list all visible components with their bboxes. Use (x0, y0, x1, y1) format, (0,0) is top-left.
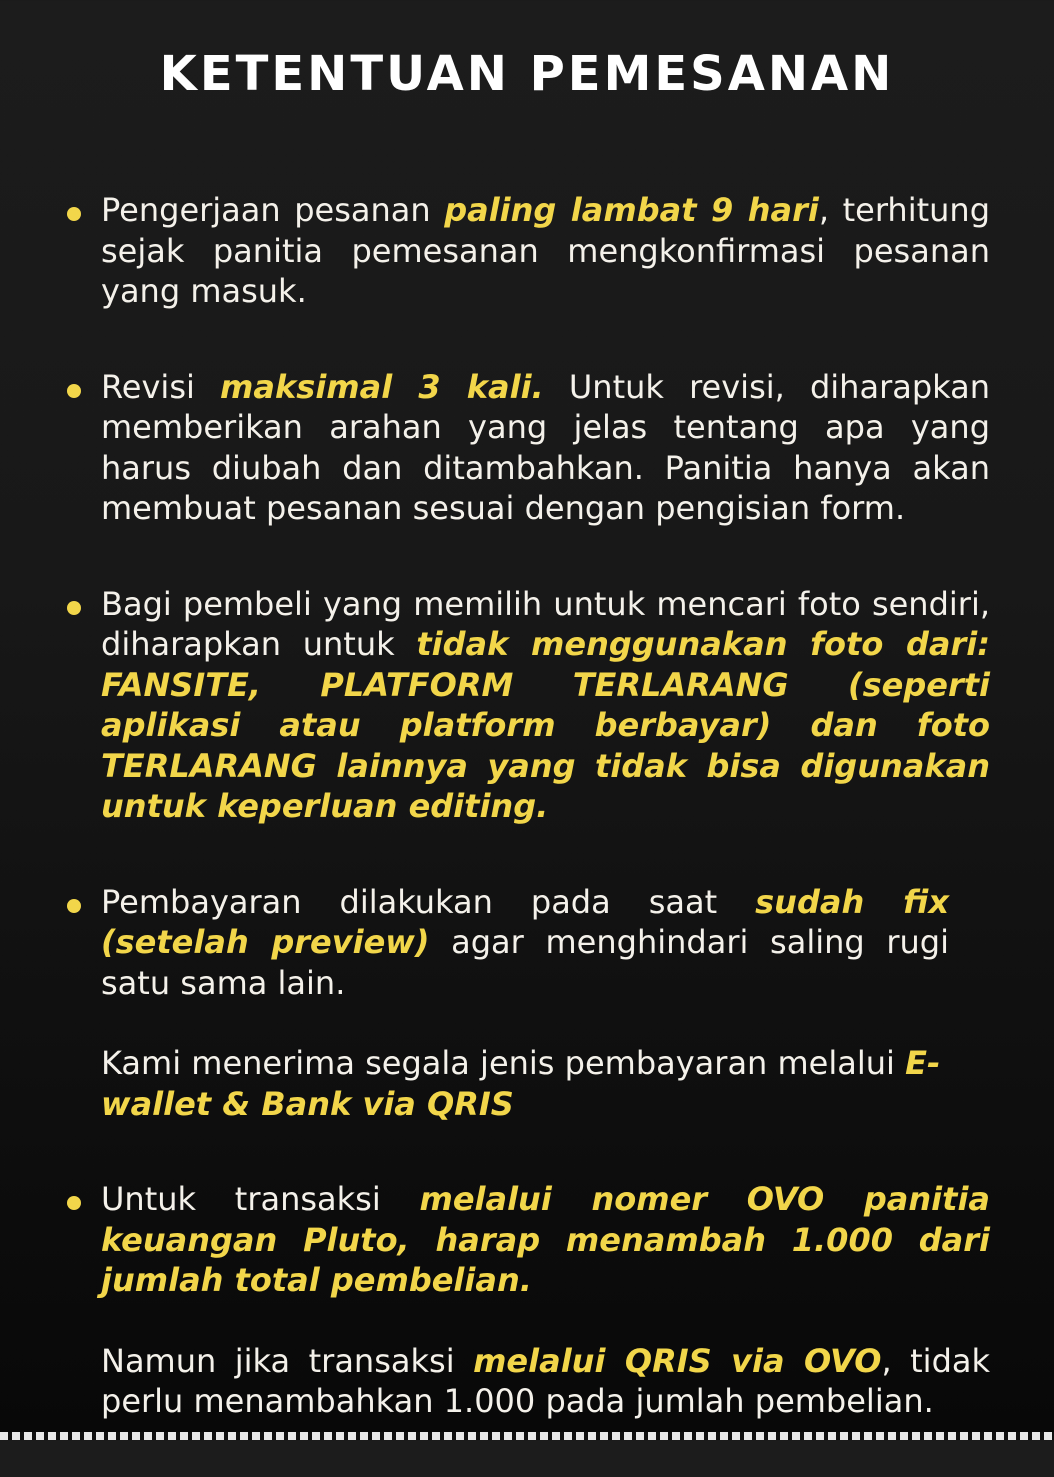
text-run: Pembayaran dilakukan pada saat (101, 882, 756, 921)
bullet-dot-icon (67, 1196, 81, 1210)
item-paragraph (101, 367, 990, 529)
item-paragraph (101, 584, 990, 827)
list-item (65, 1179, 990, 1422)
text-run: Namun jika transaksi (101, 1341, 474, 1380)
text-run: , tidak perlu menambahkan 1.000 pada jumlah pembelian. (101, 1341, 991, 1420)
highlight-text: maksimal 3 kali. (220, 367, 544, 406)
list-item (65, 882, 949, 1125)
item-paragraph (101, 1043, 949, 1124)
bullet-dot-icon (67, 601, 81, 615)
list-item (65, 367, 990, 529)
text-run: , terhitung sejak panitia pemesanan mengkonfirmasi pesanan yang masuk. (101, 191, 991, 310)
text-run: Bagi pembeli yang memilih untuk mencari foto sendiri, diharapkan untuk (101, 584, 990, 663)
highlight-text: E-wallet & Bank via QRIS (101, 1044, 941, 1123)
highlight-text: melalui nomer OVO panitia keuangan Pluto, harap menambah 1.000 dari jumlah total pembelian. (101, 1180, 991, 1299)
highlight-text: paling lambat 9 hari (444, 191, 819, 229)
item-paragraph (101, 882, 949, 1004)
bullet-dot-icon (67, 899, 81, 913)
item-paragraph (101, 190, 990, 312)
highlight-text: tidak menggunakan foto dari: FANSITE, PLATFORM TERLARANG (seperti aplikasi atau platform berbayar) dan foto TERLARANG lainnya yang tidak bisa digunakan untuk keperluan editing. (101, 625, 991, 825)
item-paragraph (101, 1179, 990, 1301)
text-run: Kami menerima segala jenis pembayaran melalui (101, 1044, 906, 1082)
text-run: Untuk transaksi (101, 1180, 420, 1218)
bullet-dot-icon (67, 384, 81, 398)
bullet-dot-icon (67, 207, 81, 221)
terms-list (65, 190, 990, 1477)
highlight-text: melalui QRIS via OVO (473, 1341, 882, 1380)
dashed-bottom-border (0, 1432, 1054, 1440)
text-run: Pengerjaan pesanan (101, 191, 445, 229)
text-run: Revisi (101, 367, 221, 406)
highlight-text: sudah fix (setelah preview) (101, 882, 950, 961)
text-run: agar menghindari saling rugi satu sama lain. (101, 923, 950, 1002)
list-item (65, 190, 990, 312)
text-run: Untuk revisi, diharapkan memberikan arahan yang jelas tentang apa yang harus diubah dan ditambahkan. Panitia hanya akan membuat pesanan sesuai dengan pengisian form. (101, 367, 991, 527)
page-title: KETENTUAN PEMESANAN (159, 46, 895, 102)
list-item (65, 584, 990, 827)
item-paragraph (101, 1341, 990, 1422)
